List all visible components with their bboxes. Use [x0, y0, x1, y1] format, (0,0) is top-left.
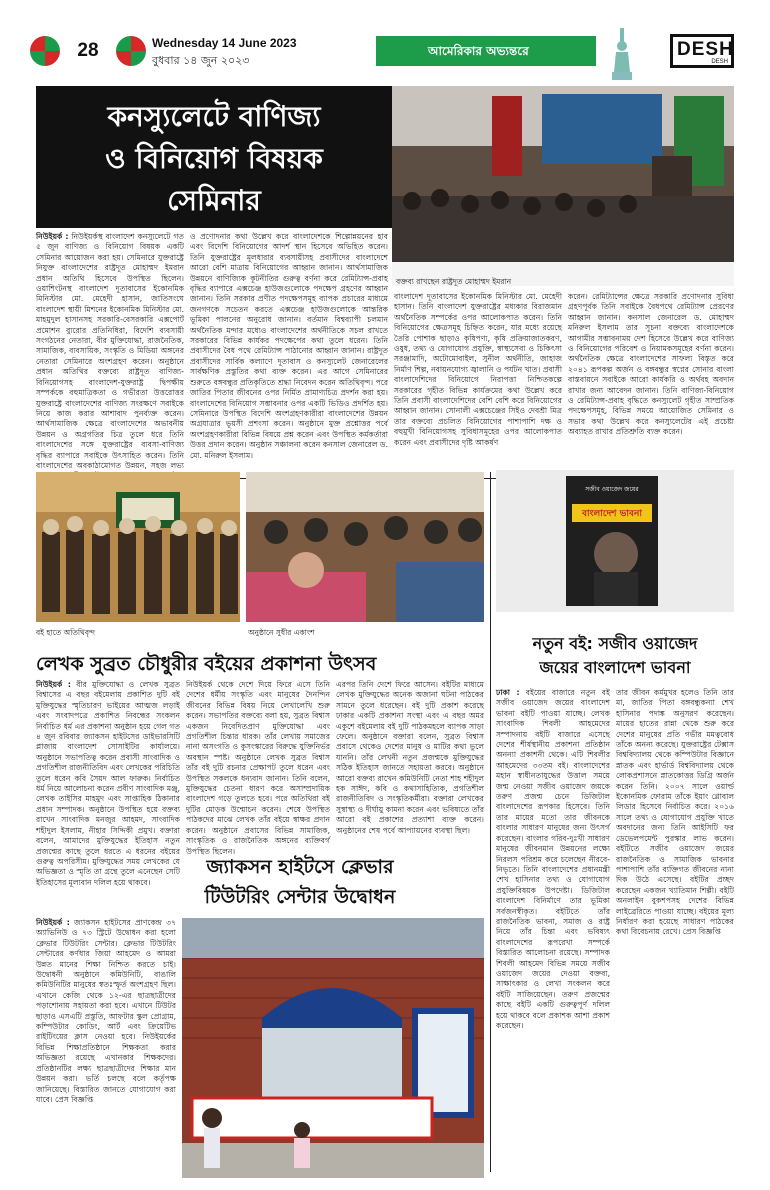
page-number-badge: [30, 36, 140, 68]
section-bar: [376, 36, 596, 66]
article2-column-3: এরপর তিনি দেশে ফিরে আসেন। বইটির মাধ্যমে লেখক মুক্তিযুদ্ধের অনেক অজানা ঘটনা পাঠকের সামনে তুলে ধরেছেন। বই দুটি প্রকাশ করেছে ঢাকার একটি প্রকাশনা সংস্থা এবং এ বছর অমর একুশে বইমেলায় বই দুটি পাঠকমহলে ব্যাপক সাড়া ফেলে। অনুষ্ঠানে বক্তারা বলেন, সুব্রত বিশ্বাস প্রবাসে থেকেও দেশের মানুষ ও মাটির কথা ভুলে যাননি। তাঁর লেখনী নতুন প্রজন্মকে মুক্তিযুদ্ধের সঠিক ইতিহাস জানতে সহায়তা করবে। অনুষ্ঠানে আরো বক্তব্য রাখেন কমিউনিটি নেতা শাহ শহীদুল হক সাঈদ, কবি ও কথাসাহিত্যিক, প্রগতিশীল রাজনীতিবিদ ও সংস্কৃতিকর্মীরা। বক্তারা লেখকের সুস্বাস্থ্য ও দীর্ঘায়ু কামনা করেন এবং ভবিষ্যতে তাঁর আরো বই প্রকাশের প্রত্যাশা ব্যক্ত করেন। অনুষ্ঠানের শেষ পর্বে আপ্যায়নের ব্যবস্থা ছিল।: [336, 680, 484, 835]
seminar-photo: [392, 86, 734, 286]
column-divider: [490, 472, 491, 1172]
book-cover-image: [566, 476, 658, 606]
flag-circle-right-icon: [116, 36, 146, 66]
seminar-photo-caption: বক্তব্য রাখছেন রাষ্ট্রদূত মোহাম্মদ ইমরান: [396, 277, 512, 286]
book-cover-title: বাংলাদেশ ভাবনা: [582, 509, 642, 519]
article3-column-1: নিউইয়র্ক : জ্যাকসন হাইটসের প্রাণকেন্দ্র ৩৭ অ্যাভিনিউ ও ৭৩ স্ট্রিটে উদ্বোধন করা হলো ক্লেভার টিউটরিং সেন্টার। ক্লেভার টিউটরিং সেন্টারের কর্ণধার জিয়া আহমেদ ও আমরা উন্নত মানের শিক্ষা নিশ্চিত করতে চাই। উদ্বোধনী অনুষ্ঠানে কমিউনিটি, বাঙালি কমিউনিটির মানুষের স্বতঃস্ফূর্ত অংশগ্রহণ ছিল। এখানে কেজি থেকে ১২-এর ছাত্রছাত্রীদের পড়াশোনায় সহায়তা করা হবে। এখানে টিউটর ছাড়াও এসএটি প্রস্তুতি, আফটার স্কুল প্রোগ্রাম, কম্পিউটার কোডিং, আর্ট এবং ক্রিয়েটিভ রাইটিংয়ের ক্লাস নেওয়া হবে। নিউইয়র্কের বিভিন্ন শিক্ষাপ্রতিষ্ঠানে শিক্ষকতা করার অভিজ্ঞতা রয়েছে এখানকার শিক্ষকদের। প্রতিষ্ঠানটির লক্ষ্য ছাত্রছাত্রীদের শিক্ষার মান উন্নয়ন করা। ভর্তি চলছে বলে কর্তৃপক্ষ জানিয়েছে। বিস্তারিত জানতে যোগাযোগ করা যাবে। প্রেস বিজ্ঞপ্তি: [36, 918, 176, 1104]
book-headline: নতুন বই: সজীব ওয়াজেদ জয়ের বাংলাদেশ ভাবনা: [532, 634, 698, 677]
flag-circle-left-icon: [30, 36, 60, 66]
article1-column-4: করেন। রেমিট্যান্সের ক্ষেত্রে সরকারি প্রণোদনার সুবিধা গ্রহণপূর্বক তিনি সবাইকে বৈধপথে রেমিট্যান্স প্রেরণের আহ্বান জানান। কনসাল জেনারেল ড. মোহাম্মদ মনিরুল ইসলাম তার সূচনা বক্তব্যে বাংলাদেশকে আগামীর সম্ভাবনাময় দেশ হিসেবে উল্লেখ করে বাণিজ্য ও বিনিয়োগের পরিবেশ ও নিয়ামকসমূহের বর্ণনা করেন। অর্থনৈতিক ক্ষেত্রে বাংলাদেশের সাফল্য বিস্তৃত করে ২০৪১ রূপকল্প অর্জন ও বঙ্গবন্ধুর স্বপ্নের সোনার বাংলা বাস্তবায়নে সবাইকে আরো কার্যকরি ও অর্থবহ অবদান রাখার জন্য আবেদন জানান। তিনি বাণিজ্য-বিনিয়োগ ও রেমিট্যান্স-প্রবাহ বৃদ্ধিতে কনস্যুলেট গৃহীত সাম্প্রতিক পদক্ষেপসমূহ, বিভিন্ন সময়ে আয়োজিত সেমিনার ও সভার কথা উল্লেখ করে কনস্যুলেটের এই প্রচেষ্টা অব্যাহত রাখার প্রতিশ্রুতি ব্যক্ত করেন।: [568, 292, 734, 437]
book-launch-headline: লেখক সুব্রত চৌধুরীর বইয়ের প্রকাশনা উৎসব: [36, 653, 377, 675]
book-cover-author: সজীব ওয়াজেদ জয়ের: [585, 486, 639, 493]
desh-logo: DESH DESH: [670, 34, 734, 68]
article2-column-2: নিউইয়র্ক থেকে দেশে দিয়ে ফিরে এসে তিনি দেশের ধর্মীয় সংস্কৃতি এবং মানুষের দৈনন্দিন জীবনের বিভিন্ন বিষয় নিয়ে লেখালেখি শুরু করেন। সভাপতির বক্তব্যে বলা হয়, সুব্রত বিশ্বাস একজন নিবেদিতপ্রাণ মুক্তিযোদ্ধা এবং প্রগতিশীল চিন্তার ধারক। তাঁর লেখায় সমাজের নানা অসংগতি ও কুসংস্কারের বিরুদ্ধে যুক্তিনির্ভর অবস্থান স্পষ্ট। অনুষ্ঠানে লেখক সুব্রত বিশ্বাস তাঁর বই দুটি রচনার প্রেক্ষাপট তুলে ধরেন এবং উপস্থিত সকলকে ধন্যবাদ জানান। তিনি বলেন, মুক্তিযুদ্ধের চেতনা ধারণ করে অসাম্প্রদায়িক বাংলাদেশ গড়ে তুলতে হবে। পরে অতিথিরা বই দুটির মোড়ক উন্মোচন করেন। শেষে উপস্থিত পাঠকদের মাঝে লেখক তাঁর বইয়ে স্বাক্ষর প্রদান করেন। অনুষ্ঠানে প্রবাসের বিভিন্ন সামাজিক, সাংস্কৃতিক ও রাজনৈতিক অঙ্গনের ব্যক্তিবর্গ উপস্থিত ছিলেন।: [186, 680, 330, 856]
article1-column-1: নিউইয়র্ক : নিউইয়র্কস্থ বাংলাদেশ কনস্যুলেটে গত ৫ জুন বাণিজ্য ও বিনিয়োগ বিষয়ক একটি সেমিনার আয়োজন করা হয়। সেমিনারে যুক্তরাষ্ট্রে নিযুক্ত বাংলাদেশের রাষ্ট্রদূত মোহাম্মদ ইমরান প্রধান অতিথি হিসেবে উপস্থিত ছিলেন। ওয়াশিংটনস্থ বাংলাদেশ দূতাবাসের ইকোনমিক মিনিস্টার মো. মেহেদী হাসান, জাতিসংঘে বাংলাদেশ স্থায়ী মিশনের ইকোনমিক মিনিস্টার মো. মাহমুদুল হাসানসহ সরকারি-বেসরকারি এক্সপোর্ট প্রমোশন ব্যুরোর প্রতিনিধিরা, বিদেশি ব্যবসায়ী সংগঠনের নেতারা, বীর মুক্তিযোদ্ধা, রাজনৈতিক, সামাজিক, ব্যবসায়িক, সংস্কৃতি ও মিডিয়া অঙ্গনের নেতারা সেমিনারে অংশগ্রহণ করেন। অনুষ্ঠানে প্রধান অতিথির বক্তব্যে রাষ্ট্রদূত বাণিজ্য-বিনিয়োগসহ বাংলাদেশ-যুক্তরাষ্ট্র দ্বিপক্ষীয় সম্পর্ককে বহুমাত্রিকতা ও গভীরতা উত্তরোত্তর যুক্তরাষ্ট্রে বাংলাদেশের বাণিজ্য সংরক্ষণে সবাইকে নিয়ে কাজ করার আশাবাদ পুনর্ব্যক্ত করেন। আর্থসামাজিক ক্ষেত্রে বাংলাদেশের অভাবনীয় উন্নয়ন ও অগ্রগতির চিত্র তুলে ধরে তিনি বাংলাদেশের সঙ্গে যুক্তরাষ্ট্রের ব্যবসা-বাণিজ্য বৃদ্ধির ব্যাপারে সবাইকে উৎসাহিত করেন। তিনি বাংলাদেশের অবকাঠামোগত উন্নয়ন, সহজ লভ্য: [36, 232, 184, 470]
seminar-headline: কনস্যুলেটে বাণিজ্য ও বিনিয়োগ বিষয়ক সেমিনার: [36, 86, 392, 228]
date-bangla: বুধবার ১৪ জুন ২০২৩: [152, 54, 250, 67]
book-cover-area: [496, 470, 734, 612]
page-header: [0, 0, 770, 82]
article2-column-1: নিউইয়র্ক : বীর মুক্তিযোদ্ধা ও লেখক সুব্রত বিশ্বাসের এ বছর বইমেলায় প্রকাশিত দুটি বই মুক্তিযুদ্ধের স্মৃতিচারণ ভাইয়ের আত্মজ লড়াই এবং সংবাদপত্রে প্রকাশিত নিবন্ধের সংকলন নির্বাচিত ধর্ম এর প্রকাশনা অনুষ্ঠান হয়ে গেল গত ৪ জুন রবিবার জ্যাকসন হাইটসের ডাইভারসিটি প্লাজায় বাংলাদেশ সোসাইটির কার্যালয়ে। অনুষ্ঠানে সভাপতিত্ব করেন প্রবাসী সাংবাদিক ও প্রগতিশীল রাজনীতিবিদ এবং লেখকের পরিচিতি তুলে ধরেন কবি সৈয়দ আল ফারুক। নির্বাচিত ধর্ম নিয়ে আলোচনা করেন প্রবীণ সাংবাদিক মঞ্জু, লেখক তাইসির মাহমুদ এবং সাপ্তাহিক ঠিকানার প্রধান সম্পাদক। অনুষ্ঠানে উপস্থিত হয়ে বক্তব্য রাখেন সাংবাদিক মনজুর আহমদ, সাংবাদিক শহীদুল ইসলাম, নীহার সিদ্দিকী প্রমুখ। বক্তারা বলেন, আমাদের মুক্তিযুদ্ধের ইতিহাস নতুন প্রজন্মের কাছে তুলে ধরতে এ ধরনের বইয়ের গুরুত্ব অপরিসীম। মুক্তিযুদ্ধের সময় লেখকের যে অভিজ্ঞতা ও স্মৃতি তা গ্রন্থে তুলে এনেছেন সেটি ইতিহাসের মূল্যবান দলিল হয়ে থাকবে।: [36, 680, 180, 887]
tutoring-center-headline: জ্যাকসন হাইটসে ক্লেভার টিউটরিং সেন্টার উদ্বোধন: [204, 856, 396, 908]
page-number: 28: [60, 36, 116, 66]
date-english: Wednesday 14 June 2023: [152, 36, 297, 50]
statue-of-liberty-icon: [608, 26, 636, 80]
photo-caption-right: অনুষ্ঠানে সুধীর একাংশ: [248, 628, 315, 637]
book-column-1: ঢাকা : বইয়ের বাজারে নতুন বই সজীব ওয়াজেদ জয়ের বাংলাদেশ ভাবনা বইটি পাওয়া যাচ্ছে। লেখক সাংবাদিক শিবলী আহমেদের সম্পাদনায় বইটি বাজারে এসেছে দেশের শীর্ষস্থানীয় প্রকাশনা প্রতিষ্ঠান অনন্যা প্রকাশনী থেকে। এটি শিবলীর আহমেদের ৩৩তম বই। বাংলাদেশের মহান স্বাধীনতাযুদ্ধের উত্তাল সময়ে জন্ম নেওয়া সজীব ওয়াজেদ জয়কে তরুণ প্রজন্ম চেনে ডিজিটাল বাংলাদেশের রূপকার হিসেবে। তিনি তার মায়ের মতো তার জীবনকে বাংলার সাধারণ মানুষের জন্য উৎসর্গ করেছেন। বাংলার গরিব-দুঃখী সাধারণ মানুষের জীবনমান উন্নয়নের লক্ষ্যে নিরলস পরিশ্রম করে চলেছেন নীরবে-নিভৃতে। তিনি বাংলাদেশের প্রধানমন্ত্রী শেখ হাসিনার তথ্য ও যোগাযোগ প্রযুক্তিবিষয়ক উপদেষ্টা। ডিজিটাল বাংলাদেশ বিনির্মাণে তার ভূমিকা সর্বজনস্বীকৃত। বইটিতে তাঁর রাজনৈতিক ভাবনা, সমাজ ও রাষ্ট্র নিয়ে তাঁর চিন্তা এবং ভবিষ্যৎ বাংলাদেশের রূপরেখা সম্পর্কে বিস্তারিত আলোচনা রয়েছে। সম্পাদক শিবলী আহমেদ বিভিন্ন সময়ে সজীব ওয়াজেদ জয়ের দেওয়া বক্তব্য, সাক্ষাৎকার ও লেখা সংকলন করে বইটি সাজিয়েছেন। তরুণ প্রজন্মের কাছে বইটি একটি গুরুত্বপূর্ণ দলিল হয়ে থাকবে বলে প্রকাশক আশা প্রকাশ করেছেন।: [496, 688, 610, 1030]
article1-column-2: ও প্রণোদনার কথা উল্লেখ করে বাংলাদেশকে শিল্পোন্নয়নের হাব এবং বিদেশি বিনিয়োগের আদর্শ স্থান হিসেবে অভিহিত করেন। তিনি যুক্তরাষ্ট্রের মূলধারার ব্যবসায়ীসহ প্রবাসীদের বাংলাদেশে আরো বেশি মাত্রায় বিনিয়োগের আহ্বান জানান। আর্থসামাজিক উন্নয়নে বাণিজ্যিক কূটনীতির গুরুত্ব বর্ণনা করে রেমিট্যান্স-প্রবাহ বৃদ্ধির ব্যাপারে এক্সচেঞ্জ হাউজগুলোকে পদক্ষেপ গ্রহণের আহ্বান জানান। তিনি সরকার প্রণীত পদক্ষেপসমূহ ব্যাপক প্রচারের মাধ্যমে জনগণকে সচেতন করতে এক্সচেঞ্জ হাউজগুলোকে আন্তরিক ভূমিকা পালনের অনুরোধ জানান। বর্তমান বিশ্বব্যাপী চলমান অর্থনৈতিক মন্দার মধ্যেও বাংলাদেশের অর্থনীতিকে সচল রাখতে সরকারের বিভিন্ন কার্যকর পদক্ষেপের কথা তুলে ধরেন। তিনি প্রবাসীদের বৈধ পথে রেমিট্যান্স পাঠানোর আহ্বান জানান। রাষ্ট্রদূত প্রবাসীদের সার্বিক কল্যাণে দূতাবাস ও কনস্যুলেট জেনারেলের সার্বক্ষণিক প্রস্তুতির কথা ব্যক্ত করেন। এর আগে সেমিনারের শুরুতে বঙ্গবন্ধুর প্রতিকৃতিতে শ্রদ্ধা নিবেদন করেন অতিথিবৃন্দ। পরে জাতির পিতার জীবনের ওপর নির্মিত প্রামাণ্যচিত্র প্রদর্শন করা হয়। বাংলাদেশের বিনিয়োগ সম্ভাবনার ওপর একটি ভিডিও প্রদর্শিত হয়। সেমিনারে উপস্থিত বিদেশি অংশগ্রহণকারীরা বাংলাদেশের উন্নয়ন অগ্রযাত্রার ভূয়সী প্রশংসা করেন। অনুষ্ঠানে মুক্ত প্রশ্নোত্তর পর্বে অংশগ্রহণকারীরা বিভিন্ন বিষয়ে প্রশ্ন করেন এবং উপস্থিত কর্মকর্তারা উত্তর প্রদান করেন। অনুষ্ঠান সঞ্চালনা করেন কনসাল জেনারেল ড. মো. মনিরুল ইসলাম।: [190, 232, 388, 460]
issue-date: [152, 36, 372, 71]
photo-caption-left: বই হাতে অতিথিবৃন্দ: [36, 628, 96, 637]
book-column-2: তার জীবন কর্মমুখর হলেও তিনি তার মা, জাতির পিতা বঙ্গবন্ধুকন্যা শেখ হাসিনার পদাঙ্ক অনুসরণ করেছেন। মায়ের হাতের রান্না থেকে শুরু করে দেশের মানুষের প্রতি গভীর মমত্ববোধ তাঁকে অনন্য করেছে। যুক্তরাষ্ট্রের টেক্সাস বিশ্ববিদ্যালয় থেকে কম্পিউটার বিজ্ঞানে স্নাতক এবং হার্ভার্ড বিশ্ববিদ্যালয় থেকে লোকপ্রশাসনে স্নাতকোত্তর ডিগ্রি অর্জন করেন তিনি। ২০০৭ সালে ওয়ার্ল্ড ইকোনমিক ফোরাম তাঁকে ইয়াং গ্লোবাল লিডার হিসেবে নির্বাচিত করে। ২০১৬ সালে তথ্য ও যোগাযোগ প্রযুক্তি খাতে অবদানের জন্য তিনি আইসিটি ফর ডেভেলপমেন্ট পুরস্কার লাভ করেন। বইটিতে সজীব ওয়াজেদ জয়ের রাজনৈতিক ও সামাজিক ভাবনার পাশাপাশি তাঁর ব্যক্তিগত জীবনের নানা দিক উঠে এসেছে। বইটির প্রচ্ছদ করেছেন একজন খ্যাতিমান শিল্পী। বইটি অনলাইন বুকশপসহ দেশের বিভিন্ন লাইব্রেরিতে পাওয়া যাচ্ছে। বইয়ের মূল্য নির্ধারণ করা হয়েছে সাধারণ পাঠকের কথা বিবেচনায় রেখে। প্রেস বিজ্ঞপ্তি: [616, 688, 734, 937]
tutoring-center-photo: [182, 918, 484, 1178]
section-title: আমেরিকার অভ্যন্তরে: [428, 44, 529, 58]
book-launch-photo-left: [36, 472, 240, 622]
article1-column-3: বাংলাদেশ দূতাবাসের ইকোনমিক মিনিস্টার মো. মেহেদী হাসান। তিনি বাংলাদেশ যুক্তরাষ্ট্রের মধ্যকার বিরাজমান অর্থনৈতিক সম্পর্কের ওপর আলোকপাত করেন। তিনি বিনিয়োগের ক্ষেত্রসমূহ চিহ্নিত করেন, যার মধ্যে রয়েছে তৈরি পোশাক ছাড়াও কৃষিপণ্য, কৃষি প্রক্রিয়াজাতকরণ, ওষুধ, তথ্য ও যোগাযোগ প্রযুক্তি, স্বাস্থ্যসেবা ও চিকিৎসা সরঞ্জামাদি, অটোমোবাইল, সুনীল অর্থনীতি, জাহাজ নির্মাণ শিল্প, নবায়নযোগ্য জ্বালানি ও পর্যটন খাত। প্রবাসী বাংলাদেশিদের বিনিয়োগে নিরাপত্তা নিশ্চিতকল্পে সরকারের গৃহীত বিভিন্ন কার্যক্রমের কথা উল্লেখ করে তিনি প্রবাসী বাংলাদেশিদের বেশি বেশি করে বিনিয়োগের আহ্বান জানান। সোনালী এক্সচেঞ্জের সিইও দেবশ্রী মিত্র তার বক্তব্যে প্রচলিত বিনিয়োগের পাশাপাশি দক্ষ ও বহুমুখী বিনিয়োগসহ সুবিধাসমূহের ওপর আলোকপাত করেন এবং প্রবাসীদের দৃষ্টি আকর্ষণ: [394, 292, 562, 447]
book-launch-photo-right: [246, 472, 484, 622]
